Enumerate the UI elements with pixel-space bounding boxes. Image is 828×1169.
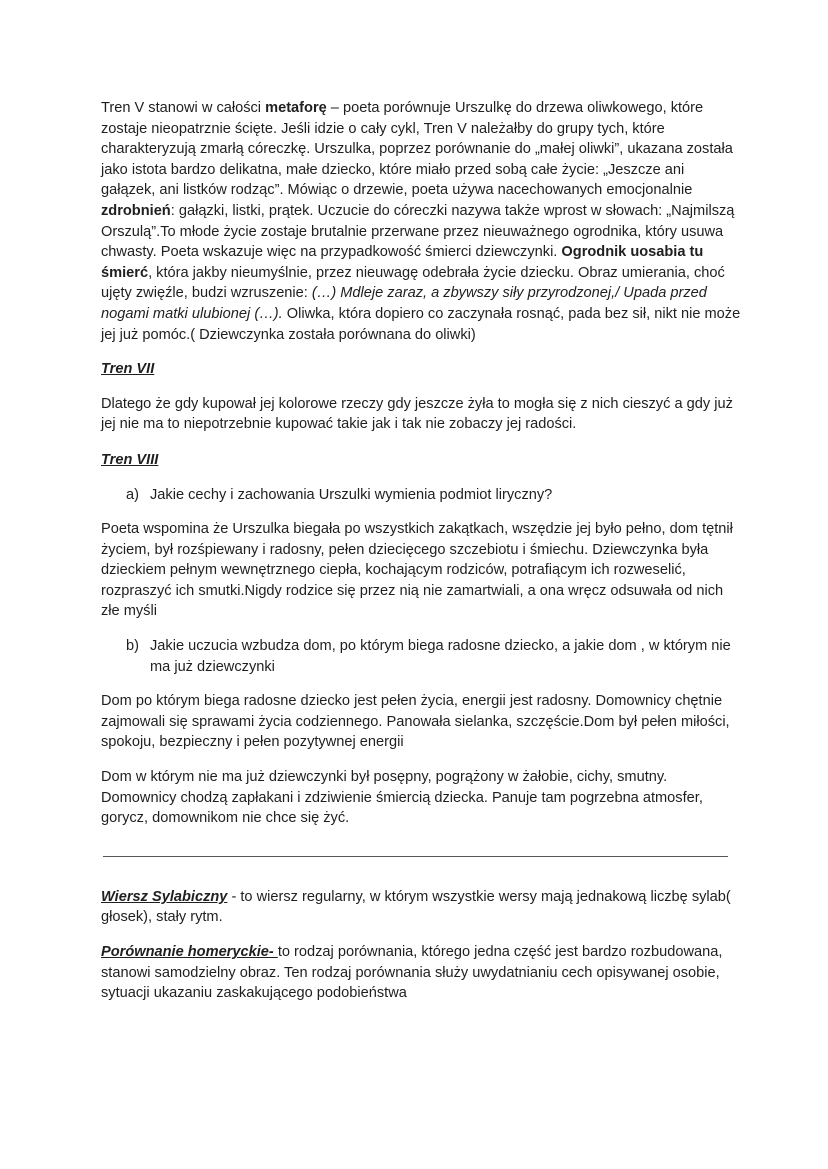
tren-vii-paragraph: Dlatego że gdy kupował jej kolorowe rzeczy gdy jeszcze żyła to mogła się z nich cieszyć a gdy już jej nie ma to niepotrzebnie kupować takie jak i tak nie zobaczy jej radości. [101,395,733,433]
definition-term: Wiersz Sylabiczny [101,888,228,905]
section-divider [103,856,728,857]
answer-b-1: Dom po którym biega radosne dziecko jest pełen życia, energii jest radosny. Domownicy chętnie zajmowali się sprawami życia codziennego. Panowała sielanka, szczęście.Dom był pełen miłości, spokoju, bezpieczny i pełen pozytywnej energii [101,693,730,751]
text-run: : gałązki, listki, prątek. Uczucie do córeczki nazywa także wprost w słowach: „Najmilszą Orszulą”.To młode życie zostaje brutalnie przerwane przez nieuważnego ogrodnika, który usuwa chwasty. Poeta wskazuje więc na przypadkowość śmierci dziewczynki. [101,202,735,261]
tren-vii-heading: Tren VII [101,361,155,378]
bold-term: metaforę [265,100,327,116]
definition-text: - to wiersz regularny, w którym wszystkie wersy mają jednakową liczbę sylab( głosek), stały rytm. [101,888,731,926]
answer-a: Poeta wspomina że Urszulka biegała po wszystkich zakątkach, wszędzie jej było pełno, dom tętnił życiem, był rozśpiewany i radosny, pełen dziecięcego szczebiotu i śmiechu. Dziewczynka była dzieckiem pełnym wewnętrznego ciepła, kochającym rodziców, potrafiącym ich rozweselić, rozpraszyć ich smutki.Nigdy rodzice się przez nią nie zamartwiali, a ona wręcz odsuwała od nich złe myśli [101,521,733,620]
question-b [101,636,741,677]
text-run: , która jakby nieumyślnie, przez nieuwagę odebrała życie dziecku. Obraz umierania, choć ujęty zwięźle, budzi wzruszenie: [101,264,725,302]
question-text: Jakie uczucia wzbudza dom, po którym biega radosne dziecko, a jakie dom , w którym nie ma już dziewczynki [150,638,731,675]
definition-text: to rodzaj porównania, którego jedna część jest bardzo rozbudowana, stanowi samodzielny obraz. Ten rodzaj porównania służy uwydatnianiu cech opisywanej osobie, sytuacji ukazaniu zaskakującego podobieństwa [101,944,723,1002]
answer-b-2: Dom w którym nie ma już dziewczynki był posępny, pogrążony w żałobie, cichy, smutny. Domownicy chodzą zapłakani i zdziwienie śmiercią dziecka. Panuje tam pogrzebna atmosfer, gorycz, domownikom nie chce się żyć. [101,769,703,827]
tren-viii-heading: Tren VIII [101,451,159,468]
list-marker: a) [126,486,139,503]
text-run: Tren V stanowi w całości [101,100,266,116]
definition-homeryckie [101,942,741,1004]
tren-v-paragraph [101,98,741,345]
text-run: – poeta porównuje Urszulkę do drzewa oliwkowego, które zostaje nieopatrznie ścięte. Jeśli idzie o cały cykl, Tren V należałby do grupy tych, które charakteryzują zmarłą córeczkę. Urszulka, poprzez porównanie do „małej oliwki”, ukazana została jako istota bardzo delikatna, małe dziecko, które miało przed sobą całe życie: „Jeszcze ani gałązek, ani listków rodząc”. Mówiąc o drzewie, poeta używa nacechowanych emocjonalnie [101,100,733,199]
definition-term: Porównanie homeryckie- [101,944,278,960]
italic-quote: (…) Mdleje zaraz, a zbywszy siły przyrodzonej,/ Upada przed nogami matki ulubionej (…). [101,285,707,322]
question-a [101,485,741,506]
document-page [101,98,741,1004]
definition-sylabiczny [101,887,741,928]
question-text: Jakie cechy i zachowania Urszulki wymienia podmiot liryczny? [150,486,553,503]
text-run: Oliwka, która dopiero co zaczynała rosnąć, pada bez sił, nikt nie może jej już pomóc.( Dziewczynka została porównana do oliwki) [101,305,741,343]
bold-term: Ogrodnik uosabia tu śmierć [101,244,704,281]
list-marker: b) [126,638,139,655]
bold-term: zdrobnień [101,202,171,219]
